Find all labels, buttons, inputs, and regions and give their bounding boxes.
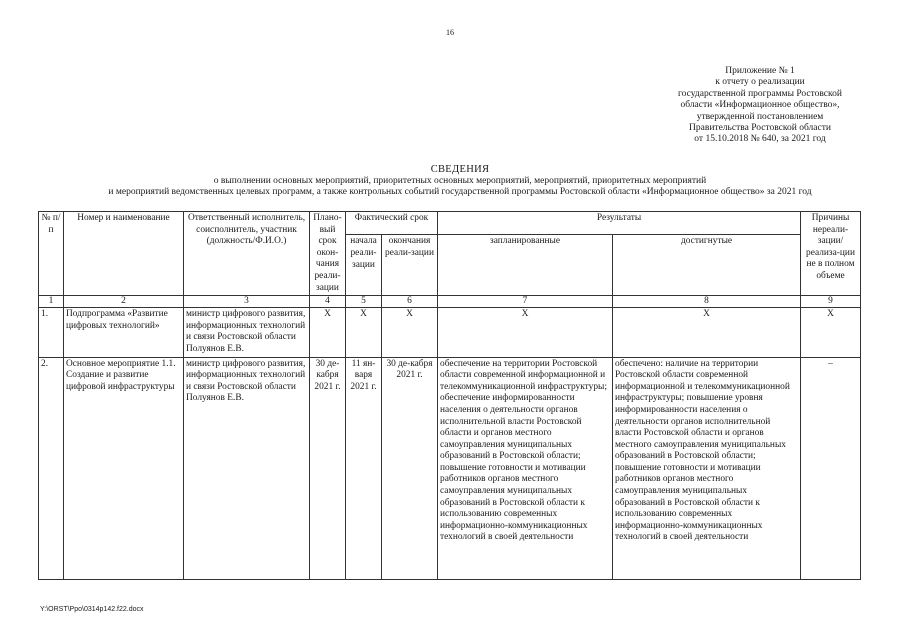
column-number: 1: [39, 296, 64, 308]
appendix-line: утвержденной постановлением: [696, 111, 824, 122]
row-planned-results: обеспечение на территории Ростовской области современной информационной и телекоммуникационной инфраструктуры; обеспечение информированности населения о деятельности органов исполнительной власти Ростовской области и органов местного самоуправления муниципальных образований в Ростовской области; повышение готовности и мотивации работников органов местного самоуправления муниципальных образований в Ростовской области к использованию современных информационно-коммуникационных технологий в своей деятельности: [440, 358, 607, 543]
row-reasons: –: [801, 357, 861, 579]
column-number: 7: [438, 296, 613, 308]
row-planned-date: 30 де-кабря 2021 г.: [310, 357, 346, 579]
row-num: 1.: [39, 308, 64, 357]
row-name: Основное мероприятие 1.1. Создание и развитие цифровой инфраструктуры: [64, 357, 184, 579]
header-num: № п/п: [39, 212, 64, 296]
header-actual-date: Фактический срок: [346, 212, 438, 235]
document-title: [30, 164, 890, 198]
header-planned-results: запланированные: [438, 235, 613, 296]
row-achieved-results: обеспечено: наличие на территории Ростовской области современной информационной и телекоммуникационной инфраструктуры; повышение уровня информированности населения о деятельности органов исполнительной власти Ростовской области и органов местного самоуправления муниципальных образований в Ростовской области; повышение готовности и мотивации работников органов местного самоуправления муниципальных образований в Ростовской области к использованию современных информационно-коммуникационных технологий в своей деятельности: [615, 358, 790, 543]
appendix-line: к отчету о реализации: [715, 77, 805, 88]
row-name: Подпрограмма «Развитие цифровых технологий»: [64, 308, 184, 357]
column-number: 3: [184, 296, 310, 308]
row-actual-start: 11 ян-варя 2021 г.: [346, 357, 382, 579]
row-executor: министр цифрового развития, информационных технологий и связи Ростовской области Полуянов Е.В.: [184, 308, 310, 357]
header-actual-start: начала реали-зации: [346, 235, 382, 296]
row-num: 2.: [39, 357, 64, 579]
row-achieved-results-cell: [613, 357, 801, 579]
title-line-1: о выполнении основных мероприятий, приоритетных основных мероприятий, мероприятий, приоритетных мероприятий: [213, 176, 707, 186]
table-header-row: [39, 212, 861, 235]
appendix-line: от 15.10.2018 № 640, за 2021 год: [694, 134, 826, 145]
column-number: 6: [382, 296, 438, 308]
column-number-row: [39, 296, 861, 308]
title-heading: СВЕДЕНИЯ: [430, 164, 490, 175]
row-reasons: Х: [801, 308, 861, 357]
appendix-block: [640, 66, 880, 146]
header-planned-date: Плано-вый срок окон-чания реали-зации: [310, 212, 346, 296]
header-actual-end: окончания реали-зации: [382, 235, 438, 296]
row-actual-end: 30 де-кабря 2021 г.: [382, 357, 438, 579]
row-achieved-results: Х: [613, 308, 801, 357]
appendix-line: государственной программы Ростовской: [678, 88, 842, 99]
row-actual-start: Х: [346, 308, 382, 357]
row-actual-end: Х: [382, 308, 438, 357]
header-executor: Ответственный исполнитель, соисполнитель, участник (должность/Ф.И.О.): [184, 212, 310, 296]
table-row: [39, 308, 861, 357]
row-executor: министр цифрового развития, информационных технологий и связи Ростовской области Полуянов Е.В.: [184, 357, 310, 579]
header-results: Результаты: [438, 212, 801, 235]
table-row: [39, 357, 861, 579]
footer-file-path: Y:\ORST\Ppo\0314p142.f22.docx: [40, 606, 144, 613]
column-number: 9: [801, 296, 861, 308]
column-number: 2: [64, 296, 184, 308]
title-line-2: и мероприятий ведомственных целевых программ, а также контрольных событий государственной программы Ростовской области «Информационное общество» за 2021 год: [108, 187, 812, 197]
column-number: 8: [613, 296, 801, 308]
page-number: 16: [446, 28, 454, 37]
row-planned-date: Х: [310, 308, 346, 357]
header-achieved-results: достигнутые: [613, 235, 801, 296]
appendix-line: Правительства Ростовской области: [689, 123, 831, 134]
header-reasons: Причины нереали-зации/ реализа-ции не в полном объеме: [801, 212, 861, 296]
appendix-line: области «Информационное общество»,: [680, 100, 840, 111]
row-planned-results-cell: [438, 357, 613, 579]
column-number: 4: [310, 296, 346, 308]
results-table: [38, 211, 861, 580]
appendix-line: Приложение № 1: [725, 66, 795, 76]
row-planned-results: Х: [438, 308, 613, 357]
column-number: 5: [346, 296, 382, 308]
header-name: Номер и наименование: [64, 212, 184, 296]
